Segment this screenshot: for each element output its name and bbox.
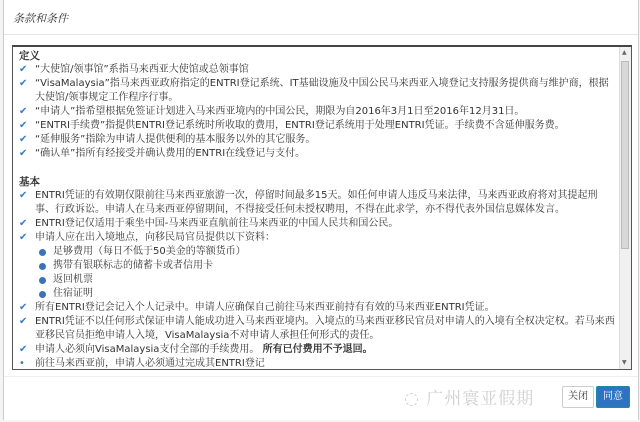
basics-item: ✔ ENTRI登记仅适用于乘坐中国-马来西亚直航前往马来西亚的中国人民共和国公民。 <box>19 218 399 229</box>
check-icon: ✔ <box>19 134 28 145</box>
check-icon: ✔ <box>19 190 28 201</box>
sub-item: 足够费用（每日不低于50美金的等额货币） <box>19 245 615 259</box>
terms-dialog <box>3 0 639 420</box>
definition-item: ✔ “大使馆/领事馆”系指马来西亚大使馆或总领事馆 <box>19 64 249 75</box>
scrollbar-thumb[interactable] <box>621 61 629 249</box>
basics-item: ✔ 申请人必须向VisaMalaysia支付全部的手续费用。 所有已付费用不予退回。 <box>19 344 373 355</box>
check-icon: ✔ <box>19 302 28 313</box>
bullet-icon <box>39 277 46 284</box>
basics-item: • 前往马来西亚前，申请人必须通过完成其ENTRI登记 <box>19 358 265 369</box>
bullet-icon: • <box>19 358 25 369</box>
definition-item: ✔ “VisaMalaysia”指马来西亚政府指定的ENTRI登记系统、IT基础设施及中国公民马来西亚入境登记支持服务提供商与维护商，根据大使馆/领事规定工作程序行事。 <box>19 78 609 103</box>
basics-item: ✔ 申请人应在出入境地点，向移民局官员提供以下资料： <box>19 232 275 243</box>
check-icon: ✔ <box>19 218 28 229</box>
sub-item: 携带有银联标志的储蓄卡或者信用卡 <box>19 259 615 273</box>
check-icon: ✔ <box>19 120 28 131</box>
close-button[interactable]: 关闭 <box>562 386 594 408</box>
sub-item: 返回机票 <box>19 273 615 287</box>
basics-item: ✔ ENTRI凭证不以任何形式保证申请人能成功进入马来西亚境内。入境点的马来西亚移民官员对申请人的入境有全权决定权。若马来西亚移民官员拒绝申请人入境，VisaMalaysia不对申请人承担任何形式的责任。 <box>19 316 615 341</box>
wechat-icon: ◌ <box>404 389 427 409</box>
basics-item: ✔ ENTRI凭证的有效期仅限前往马来西亚旅游一次，停留时间最多15天。如任何申请人违反马来法律，马来西亚政府将对其提起刑事、行政诉讼。申请人在马来西亚停留期间，不得接受任何未授权聘用，不得在此求学，亦不得代表外国信息媒体发言。 <box>19 190 598 215</box>
check-icon: ✔ <box>19 64 28 75</box>
scroll-down-icon[interactable]: ▼ <box>622 359 627 366</box>
check-icon: ✔ <box>19 148 28 159</box>
check-icon: ✔ <box>19 106 28 117</box>
check-icon: ✔ <box>19 78 28 89</box>
definition-item: ✔ “申请人”指希望根据免签证计划进入马来西亚境内的中国公民，期限为自2016年3月1日至2016年12月31日。 <box>19 106 525 117</box>
basics-item: ✔ 所有ENTRI登记会记入个人记录中。申请人应确保自己前往马来西亚前持有有效的马来西亚ENTRI凭证。 <box>19 302 495 313</box>
terms-textbox[interactable] <box>12 45 632 370</box>
dialog-title: 条款和条件 <box>13 12 68 25</box>
terms-content <box>19 49 615 370</box>
check-icon: ✔ <box>19 232 28 243</box>
definition-item: ✔ “延伸服务”指除为申请人提供便利的基本服务以外的其它服务。 <box>19 134 316 145</box>
definition-item: ✔ “ENTRI手续费”指提供ENTRI登记系统时所收取的费用，ENTRI登记系统用于处理ENTRI凭证。手续费不含延伸服务费。 <box>19 120 565 131</box>
sub-item: 住宿证明 <box>19 287 615 301</box>
bullet-icon <box>39 291 46 298</box>
scrollbar[interactable] <box>619 47 631 369</box>
agree-button[interactable]: 同意 <box>596 386 630 408</box>
bullet-icon <box>39 249 46 256</box>
bullet-icon <box>39 263 46 270</box>
watermark: ◌ 广州寰亚假期 <box>404 389 535 409</box>
basics-heading: 基本 <box>19 176 40 188</box>
scroll-up-icon[interactable]: ▲ <box>622 49 627 56</box>
check-icon: ✔ <box>19 344 28 355</box>
definition-item: ✔ “确认单”指所有经接受并确认费用的ENTRI在线登记与支付。 <box>19 148 306 159</box>
dialog-footer <box>4 376 638 377</box>
check-icon: ✔ <box>19 316 28 327</box>
dialog-header <box>4 0 638 35</box>
definitions-heading: 定义 <box>19 50 40 62</box>
